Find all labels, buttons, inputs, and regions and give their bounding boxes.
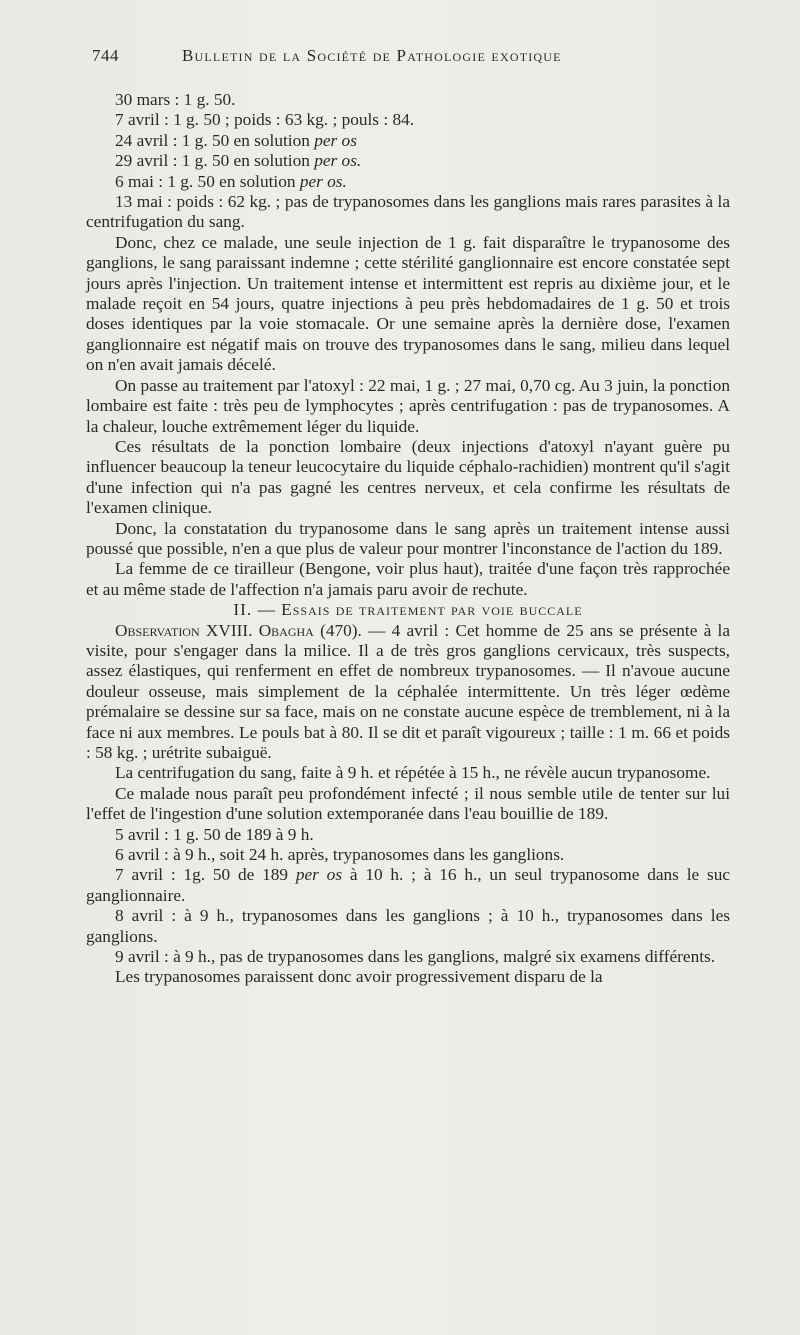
paragraph: Ces résultats de la ponction lombaire (deux injections d'atoxyl n'ayant guère pu influencer beaucoup la teneur leucocytaire du liquide céphalo-rachidien) montrent qu'il s'agit d'une infection qui n'a pas gagné les centres nerveux, et cela confirme les résultats de l'examen clinique. <box>86 436 730 518</box>
paragraph: 13 mai : poids : 62 kg. ; pas de trypanosomes dans les ganglions mais rares parasites à la centrifugation du sang. <box>86 192 730 232</box>
page-header <box>92 46 742 76</box>
paragraph: Les trypanosomes paraissent donc avoir progressivement disparu de la <box>115 967 603 987</box>
page-number: 744 <box>92 46 119 65</box>
paragraph: Donc, la constatation du trypanosome dans le sang après un traitement intense aussi poussé que possible, n'en a que plus de valeur pour montrer l'inconstance de l'action du 189. <box>86 518 730 558</box>
paragraph: 24 avril : 1 g. 50 en solution per os <box>115 130 357 150</box>
paragraph: Donc, chez ce malade, une seule injection de 1 g. fait disparaître le trypanosome des ganglions, le sang paraissant indemne ; cette stérilité ganglionnaire est encore constatée sept jours après l'injection. Un traitement intense et intermittent est repris au dixième jour, et le malade reçoit en 54 jours, quatre injections à peu près hebdomadaires de 1 g. 50 et trois doses identiques par la voie stomacale. Or une semaine après la dernière dose, l'examen ganglionnaire est négatif mais on trouve des trypanosomes dans le sang, milieu dans lequel on n'en avait jamais décelé. <box>86 232 730 375</box>
section-heading: II. — Essais de traitement par voie buccale <box>233 600 583 620</box>
observation-label: Observation XVIII. <box>115 620 253 640</box>
paragraph: 5 avril : 1 g. 50 de 189 à 9 h. <box>115 824 314 844</box>
paragraph: 6 mai : 1 g. 50 en solution per os. <box>115 171 347 191</box>
paragraph: Ce malade nous paraît peu profondément infecté ; il nous semble utile de tenter sur lui l'effet de l'ingestion d'une solution extemporanée dans l'eau bouillie de 189. <box>86 783 730 824</box>
paragraph: 6 avril : à 9 h., soit 24 h. après, trypanosomes dans les ganglions. <box>115 845 565 865</box>
paragraph: La femme de ce tirailleur (Bengone, voir plus haut), traitée d'une façon très rapprochée et au même stade de l'affection n'a jamais paru avoir de rechute. <box>86 559 730 599</box>
paragraph: 8 avril : à 9 h., trypanosomes dans les ganglions ; à 10 h., trypanosomes dans les ganglions. <box>86 906 730 946</box>
paragraph: 30 mars : 1 g. 50. <box>115 90 236 109</box>
paragraph: 29 avril : 1 g. 50 en solution per os. <box>115 151 362 171</box>
paragraph: 7 avril : 1 g. 50 ; poids : 63 kg. ; pouls : 84. <box>115 110 415 130</box>
observation-paragraph: Observation XVIII. Obagha (470). — 4 avril : Cet homme de 25 ans se présente à la visite, pour s'engager dans la milice. Il a de très gros ganglions cervicaux, très suspects, assez élastiques, qui renferment en effet de nombreux trypanosomes. — Il n'avoue aucune douleur osseuse, mais simplement de la céphalée intermittente. Un très léger œdème prémalaire se dessine sur sa face, mais on ne constate aucune espèce de tremblement, ni à la face ni aux membres. Le pouls bat à 80. Il se dit et paraît vigoureux ; taille : 1 m. 66 et poids : 58 kg. ; urétrite subaiguë. <box>86 620 730 762</box>
paragraph: 9 avril : à 9 h., pas de trypanosomes dans les ganglions, malgré six examens différents. <box>115 947 716 967</box>
paragraph: On passe au traitement par l'atoxyl : 22 mai, 1 g. ; 27 mai, 0,70 cg. Au 3 juin, la ponction lombaire est faite : très peu de lymphocytes ; après centrifugation : pas de trypanosomes. A la chaleur, louche extrêmement léger du liquide. <box>86 375 730 436</box>
patient-name: Obagha <box>258 620 314 640</box>
paragraph: 7 avril : 1g. 50 de 189 per os à 10 h. ; à 16 h., un seul trypanosome dans le suc ganglionnaire. <box>86 865 731 905</box>
body-text <box>86 90 730 988</box>
paragraph: La centrifugation du sang, faite à 9 h. et répétée à 15 h., ne révèle aucun trypanosome. <box>115 763 711 783</box>
running-title: Bulletin de la Société de Pathologie exotique <box>182 46 562 65</box>
